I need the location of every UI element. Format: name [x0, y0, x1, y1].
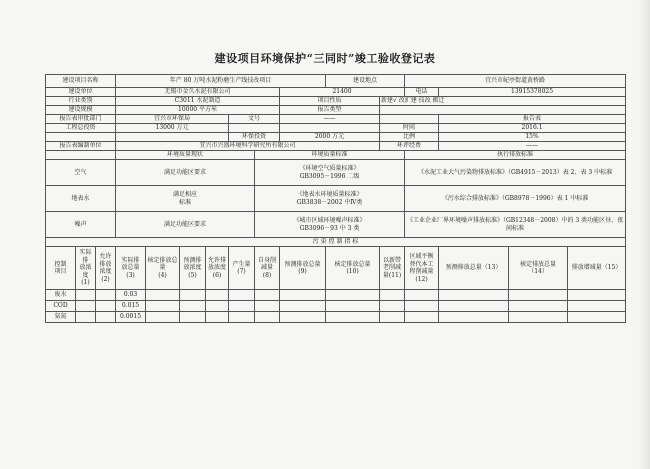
- eval-fee-label: 环评经费: [380, 142, 439, 151]
- empty-cell: [96, 290, 116, 301]
- empty-cell: [568, 312, 626, 323]
- control-header-cell: 控制 项目: [46, 247, 76, 290]
- total-invest-label: 工程总投资: [46, 124, 116, 133]
- standard-header: 环境质量标准: [255, 151, 405, 160]
- control-item-cell: COD: [46, 301, 76, 312]
- unit-label: 建设单位: [46, 88, 116, 97]
- empty-cell: [439, 312, 509, 323]
- report-type-label: 报告类型: [280, 106, 380, 115]
- table-row: [46, 290, 626, 301]
- control-header-row: [46, 247, 626, 290]
- empty-cell: [568, 290, 626, 301]
- control-header-cell: 允许排 放浓度 (6): [206, 247, 229, 290]
- form-title: 建设项目环境保护“三同时”竣工验收登记表: [214, 52, 436, 65]
- empty-cell: [568, 301, 626, 312]
- control-header-cell: 预测排放总量 (9): [280, 247, 326, 290]
- unit-value: 无锡市金久水泥有限公司: [116, 88, 280, 97]
- time-label: 时间: [380, 124, 439, 133]
- empty-cell: [439, 301, 509, 312]
- empty-cell: [180, 301, 206, 312]
- total-invest-value: 13000 万元: [116, 124, 229, 133]
- quality-row-name: 噪声: [46, 212, 116, 238]
- industry-label: 行业类别: [46, 97, 116, 106]
- empty-cell: [509, 301, 568, 312]
- quality-row-discharge: 《污水综合排放标准》（GB8978－1996）表 1 中标准: [405, 186, 626, 212]
- doc-no-label: 文号: [229, 115, 280, 124]
- postcode-value: 21400: [280, 88, 405, 97]
- empty-cell: [146, 301, 180, 312]
- control-header-cell: 允许 排放 浓度 (2): [96, 247, 116, 290]
- table-row: [46, 312, 626, 323]
- empty-cell: [229, 290, 255, 301]
- eval-fee-value: ——: [439, 142, 626, 151]
- location-value: 宜兴市屺亭街道黄桥路: [405, 75, 626, 88]
- phone-value: 13915378025: [439, 88, 626, 97]
- control-header-cell: 核定排放总量 (10): [326, 247, 380, 290]
- report-table-value: 报告表: [439, 115, 626, 124]
- location-label: 建设地点: [326, 75, 405, 88]
- empty-cell: [255, 301, 280, 312]
- empty-cell: [206, 301, 229, 312]
- discharge-header: 执行排放标准: [405, 151, 626, 160]
- quality-row-status: 满足相应 标准: [116, 186, 255, 212]
- quality-row-status: 满足功能区要求: [116, 212, 255, 238]
- project-name-value: 年产 80 万吨水泥粉磨生产线技改项目: [116, 75, 326, 88]
- doc-no-value: ——: [280, 115, 380, 124]
- empty-cell: [280, 301, 326, 312]
- compiler-label: 报告表编制单位: [46, 142, 116, 151]
- time-value: 2016.1: [439, 124, 626, 133]
- empty-cell: [255, 290, 280, 301]
- empty-cell: [76, 290, 96, 301]
- empty-cell: [96, 312, 116, 323]
- empty-cell: [206, 312, 229, 323]
- empty-cell: [96, 301, 116, 312]
- empty-cell: [509, 312, 568, 323]
- nature-value: 新建√ 改扩建 技改 搬迁: [380, 97, 626, 106]
- ratio-value: 15%: [439, 133, 626, 142]
- control-header-cell: 核定排放总 量 (4): [146, 247, 180, 290]
- empty-cell: [326, 312, 380, 323]
- control-header-cell: 产生量 (7): [229, 247, 255, 290]
- empty-cell: [76, 312, 96, 323]
- control-header-cell: 预测排 放浓度 (5): [180, 247, 206, 290]
- quality-row-name: 空气: [46, 160, 116, 186]
- table-row: [46, 301, 626, 312]
- env-invest-value: 2000 万元: [280, 133, 380, 142]
- approval-dept-label: 报告表审批部门: [46, 115, 116, 124]
- control-header-cell: 以新带 老削减 量(11): [380, 247, 405, 290]
- empty-cell: [405, 290, 439, 301]
- control-section-title: 污 染 控 制 指 标: [46, 238, 626, 247]
- scale-label: 建设规模: [46, 106, 116, 115]
- quality-row-discharge: 《工业企业厂界环境噪声排放标准》（GB12348－2008）中的 3 类功能区昼、夜间标准: [405, 212, 626, 238]
- control-header-cell: 核定排放总量 （14）: [509, 247, 568, 290]
- control-header-cell: 区域平衡 替代本工 程削减量 (12): [405, 247, 439, 290]
- control-header-cell: 排放增减量（15）: [568, 247, 626, 290]
- empty-cell: [146, 290, 180, 301]
- empty-cell: [229, 301, 255, 312]
- control-header-cell: 预测排放总量（13）: [439, 247, 509, 290]
- control-item-cell: 氨氮: [46, 312, 76, 323]
- empty-cell: [180, 290, 206, 301]
- empty-cell: [76, 301, 96, 312]
- empty-cell: [509, 290, 568, 301]
- actual-total-cell: 0.015: [116, 301, 146, 312]
- scan-edge-shadow: [638, 0, 650, 469]
- empty-cell: [326, 301, 380, 312]
- empty-cell: [380, 290, 405, 301]
- empty-cell: [206, 290, 229, 301]
- registration-table: [45, 74, 626, 323]
- industry-value: C3011 水泥制造: [116, 97, 280, 106]
- nature-label: 项目性质: [280, 97, 380, 106]
- empty-cell: [405, 301, 439, 312]
- empty-cell: [405, 312, 439, 323]
- report-type-value: [380, 106, 626, 115]
- control-header-cell: 自身削 减量 (8): [255, 247, 280, 290]
- ratio-label: 比例: [380, 133, 439, 142]
- approval-dept-value: 宜兴市环保局: [116, 115, 229, 124]
- actual-total-cell: 0.0015: [116, 312, 146, 323]
- empty-cell: [255, 312, 280, 323]
- quality-row-discharge: 《水泥工业大气污染物排放标准》（GB4915－2013）表 2、表 3 中标准: [405, 160, 626, 186]
- project-name-label: 建设项目名称: [46, 75, 116, 88]
- scale-value: 10000 平方米: [116, 106, 280, 115]
- control-header-cell: 实际排 放浓度 (1): [76, 247, 96, 290]
- env-invest-label: 环保投资: [229, 133, 280, 142]
- actual-total-cell: 0.03: [116, 290, 146, 301]
- quality-row-name: 地表水: [46, 186, 116, 212]
- quality-row-standard: 《地表水环境质量标准》 GB3838－2002 中Ⅳ类: [255, 186, 405, 212]
- control-header-cell: 实际排 放总量 (3): [116, 247, 146, 290]
- empty-cell: [146, 312, 180, 323]
- compiler-value: 宜兴市兴盛环境科学研究所有限公司: [116, 142, 380, 151]
- empty-cell: [229, 312, 255, 323]
- quality-row-standard: 《城市区域环境噪声标准》 GB3096－93 中 3 类: [255, 212, 405, 238]
- status-header: 环境质量现状: [116, 151, 255, 160]
- empty-cell: [280, 312, 326, 323]
- quality-row-status: 满足功能区要求: [116, 160, 255, 186]
- empty-cell: [380, 312, 405, 323]
- empty-cell: [180, 312, 206, 323]
- quality-row-standard: 《环境空气质量标准》 GB3095－1996 二级: [255, 160, 405, 186]
- control-item-cell: 废水: [46, 290, 76, 301]
- empty-cell: [280, 290, 326, 301]
- empty-cell: [380, 301, 405, 312]
- phone-label: 电话: [405, 88, 439, 97]
- empty-cell: [326, 290, 380, 301]
- empty-cell: [439, 290, 509, 301]
